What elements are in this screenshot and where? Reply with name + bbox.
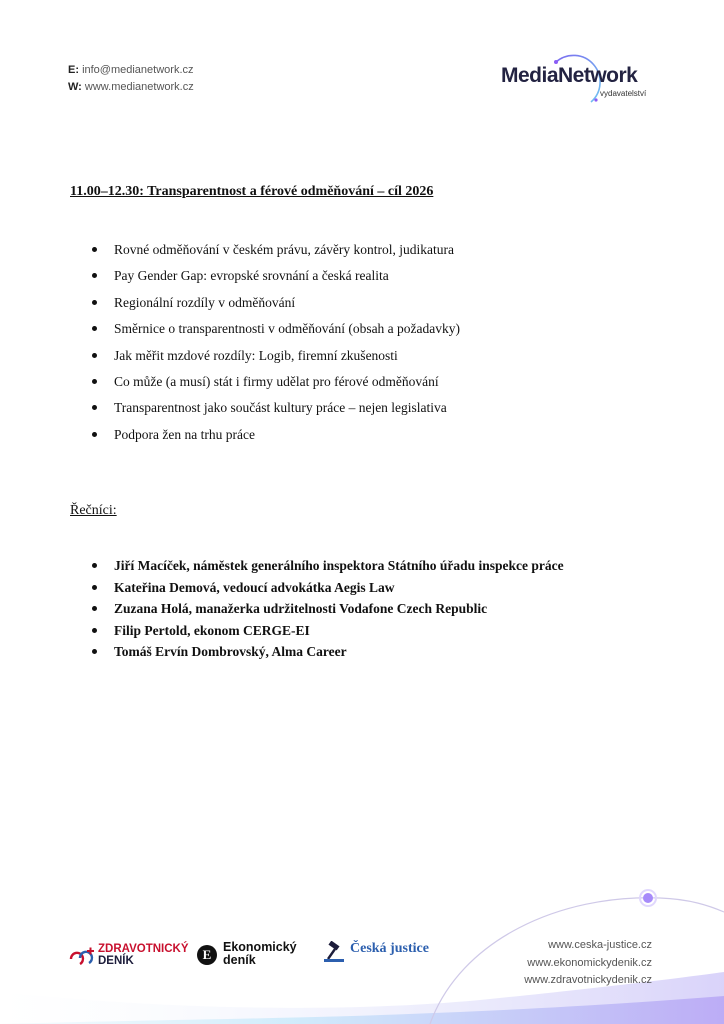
program-title: 11.00–12.30: Transparentnost a férové odměňování – cíl 2026 bbox=[70, 184, 434, 199]
speaker-item: Filip Pertold, ekonom CERGE-EI bbox=[70, 620, 564, 642]
footer-link[interactable]: www.zdravotnickydenik.cz bbox=[524, 974, 652, 986]
gavel-icon bbox=[324, 941, 348, 963]
e-badge-icon: E bbox=[197, 945, 217, 965]
email-label: E: bbox=[68, 64, 79, 76]
email-link[interactable]: info@medianetwork.cz bbox=[82, 64, 194, 76]
speakers-title: Řečníci: bbox=[70, 503, 117, 518]
zdravotnicky-denik-logo bbox=[68, 943, 189, 975]
list-item: Pay Gender Gap: evropské srovnání a česká realita bbox=[70, 265, 460, 291]
list-item: Rovné odměňování v českém právu, závěry kontrol, judikatura bbox=[70, 239, 460, 265]
logo-name: MediaNetwork bbox=[501, 64, 638, 87]
ed-line2: deník bbox=[223, 953, 256, 967]
speaker-item: Tomáš Ervín Dombrovský, Alma Career bbox=[70, 641, 564, 663]
list-item: Podpora žen na trhu práce bbox=[70, 424, 460, 450]
medianetwork-logo bbox=[496, 50, 666, 110]
email-line bbox=[68, 62, 194, 79]
list-item: Regionální rozdíly v odměňování bbox=[70, 292, 460, 318]
list-item: Směrnice o transparentnosti v odměňování (obsah a požadavky) bbox=[70, 318, 460, 344]
zd-line2: DENÍK bbox=[98, 955, 134, 967]
logo-subtitle: vydavatelství bbox=[600, 89, 647, 98]
list-item: Jak měřit mzdové rozdíly: Logib, firemní zkušenosti bbox=[70, 345, 460, 371]
speaker-item: Jiří Macíček, náměstek generálního inspektora Státního úřadu inspekce práce bbox=[70, 555, 564, 577]
ed-line1: Ekonomický bbox=[223, 940, 297, 954]
ekonomicky-denik-logo bbox=[197, 941, 312, 975]
footer-link[interactable]: www.ceska-justice.cz bbox=[548, 939, 652, 951]
header-contact bbox=[68, 62, 194, 96]
zd-line1: ZDRAVOTNICKÝ bbox=[98, 943, 189, 955]
ceska-justice-logo bbox=[324, 939, 444, 969]
list-item: Co může (a musí) stát i firmy udělat pro férové odměňování bbox=[70, 371, 460, 397]
footer-links bbox=[524, 937, 652, 990]
web-link[interactable]: www.medianetwork.cz bbox=[84, 81, 194, 93]
web-line bbox=[68, 79, 194, 96]
medical-cross-icon bbox=[68, 947, 96, 969]
speaker-item: Kateřina Demová, vedoucí advokátka Aegis Law bbox=[70, 577, 564, 599]
speaker-item: Zuzana Holá, manažerka udržitelnosti Vodafone Czech Republic bbox=[70, 598, 564, 620]
footer-link[interactable]: www.ekonomickydenik.cz bbox=[527, 956, 652, 969]
speakers-list bbox=[70, 555, 564, 663]
list-item: Transparentnost jako součást kultury práce – nejen legislativa bbox=[70, 397, 460, 423]
cj-name: Česká justice bbox=[350, 941, 429, 956]
web-label: W: bbox=[68, 81, 82, 93]
topics-list bbox=[70, 239, 460, 450]
